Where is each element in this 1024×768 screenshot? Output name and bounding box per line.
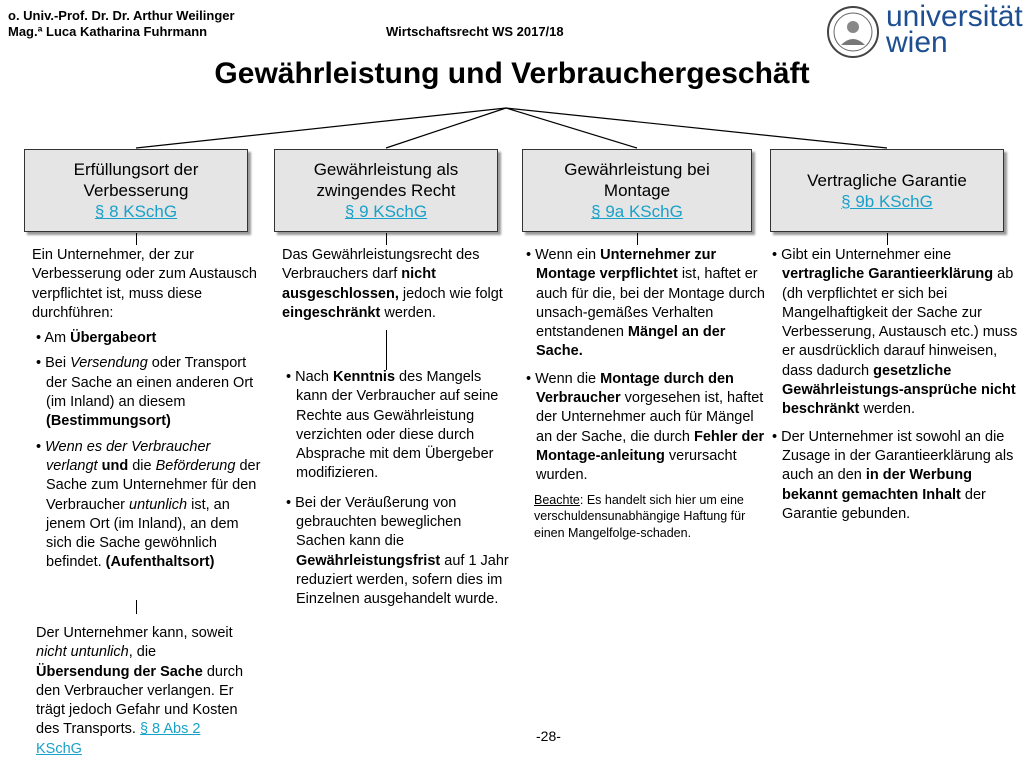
box-garantie (770, 149, 1004, 232)
link-9b-kschg[interactable]: § 9b KSchG (841, 191, 933, 211)
logo-text-1: universität (886, 0, 1023, 33)
column-garantie (768, 246, 1020, 524)
page-number: -28- (536, 728, 561, 744)
col4-bullet-2: • Der Unternehmer ist sowohl an die Zusage in der Garantieerklärung als auch an den in der Werbung bekannt gemachten Inhalt der Garantie gebunden. (772, 428, 1014, 522)
page-title: Gewährleistung und Verbrauchergeschäft (214, 57, 810, 90)
col1-bullet-3: • Wenn es der Verbraucher verlangt und die Beförderung der Sache zum Unternehmer für den Verbraucher untunlich ist, an jenem Ort (im Inland), an dem sich die Sache gewöhnlich befindet. (Aufenthaltsort) (36, 438, 261, 571)
box-montage (522, 149, 752, 232)
box-label: Montage (603, 181, 671, 200)
column-zwingendes-recht-bullets (282, 368, 512, 610)
col1-bullet-2: • Bei Versendung oder Transport der Sache an einen anderen Ort (im Inland) an diesem (Bestimmungsort) (36, 355, 254, 430)
column-montage (522, 246, 768, 541)
col1-bullet-1: • Am Übergabeort (36, 330, 157, 347)
col3-bullet-1: • Wenn ein Unternehmer zur Montage verpflichtet ist, haftet er auch für die, bei der Montage durch unsach-gemäßes Verhalten entstandenen Mängel an der Sache. (526, 247, 765, 360)
connector (136, 233, 137, 245)
box-label: Erfüllungsort der (73, 160, 199, 179)
seal-icon (826, 5, 880, 59)
col2-bullet-1: • Nach Kenntnis des Mangels kann der Verbraucher auf seine Rechte aus Gewährleistung verzichten oder diese durch Absprache mit dem Übergeber modifizieren. (286, 369, 499, 482)
box-label: Vertragliche Garantie (807, 170, 967, 190)
box-label: zwingendes Recht (316, 181, 456, 200)
university-logo (826, 0, 1023, 60)
connector (386, 330, 387, 370)
box-label: Gewährleistung bei (564, 160, 710, 179)
col1-bottom-text: Der Unternehmer kann, soweit nicht untunlich, die Übersendung der Sache durch den Verbraucher verlangen. Er trägt jedoch Gefahr und Kosten des Transports. § 8 Abs 2 KSchG (36, 625, 244, 757)
link-9-kschg[interactable]: § 9 KSchG (344, 202, 428, 221)
connector (136, 600, 137, 614)
column-zwingendes-recht (282, 246, 508, 323)
col1-intro: Ein Unternehmer, der zur Verbesserung oder zum Austausch verpflichtet ist, muss diese durchführen: (32, 247, 257, 321)
column-erfuellungsort (32, 246, 264, 573)
link-9a-kschg[interactable]: § 9a KSchG (591, 202, 683, 221)
logo-text-2: wien (886, 26, 948, 59)
connector (386, 233, 387, 245)
box-erfuellungsort (24, 149, 248, 232)
connector-lines (0, 100, 1024, 152)
connector (887, 233, 888, 245)
link-8-abs-2-kschg[interactable]: § 8 Abs 2 KSchG (36, 721, 201, 757)
box-label: Gewährleistung als (313, 160, 459, 179)
connector (637, 233, 638, 245)
box-zwingendes-recht (274, 149, 498, 232)
col4-bullet-1: • Gibt ein Unternehmer eine vertragliche Garantieerklärung ab (dh verpflichtet er sich bei Mangelhaftigkeit der Sache zur Verbesserung, Austausch etc.) muss er ausdrücklich darauf hinweisen, dass dadurch gesetzliche Gewährleistungs-ansprüche nicht beschränkt werden. (772, 247, 1018, 418)
col3-bullet-2: • Wenn die Montage durch den Verbraucher vorgesehen ist, haftet der Unternehmer auch für Mängel an der Sache, die durch Fehler der Montage-anleitung verursacht wurden. (526, 370, 765, 484)
author-1: o. Univ.-Prof. Dr. Dr. Arthur Weilinger (8, 8, 235, 23)
link-8-kschg[interactable]: § 8 KSchG (94, 202, 178, 221)
author-2: Mag.ª Luca Katharina Fuhrmann (8, 24, 208, 39)
col3-note: Beachte: Es handelt sich hier um eine verschuldensunabhängige Haftung für einen Mangelfolge-schaden. (534, 492, 746, 540)
col2-bullet-2: • Bei der Veräußerung von gebrauchten beweglichen Sachen kann die Gewährleistungsfrist auf 1 Jahr reduziert werden, sofern dies im Einzelnen ausgehandelt wurde. (286, 494, 509, 608)
col2-intro: Das Gewährleistungsrecht des Verbrauchers darf nicht ausgeschlossen, jedoch wie folgt eingeschränkt werden. (282, 247, 503, 321)
box-label: Verbesserung (83, 181, 189, 200)
course-name: Wirtschaftsrecht WS 2017/18 (386, 24, 564, 39)
